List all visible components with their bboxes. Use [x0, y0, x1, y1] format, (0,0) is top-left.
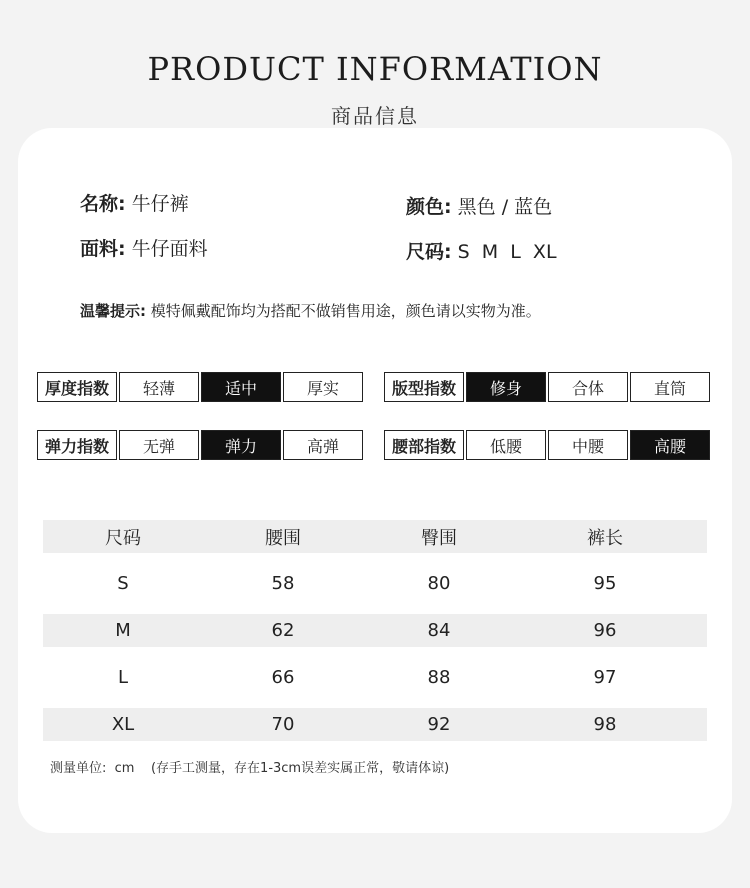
info-size-value: S M L XL	[457, 241, 557, 263]
table-row	[43, 708, 707, 741]
table-cell: M	[115, 620, 131, 641]
table-row	[43, 661, 707, 694]
index-thickness	[37, 372, 363, 402]
index-elasticity-option: 弹力	[201, 430, 281, 460]
info-size	[406, 237, 557, 264]
info-name	[80, 189, 189, 216]
table-cell: 80	[427, 573, 451, 594]
index-thickness-label: 厚度指数	[37, 372, 117, 402]
page-title: PRODUCT INFORMATION	[147, 50, 603, 88]
table-row	[43, 567, 707, 600]
size-table	[43, 520, 707, 741]
table-cell: 97	[593, 667, 617, 688]
index-elasticity-option: 高弹	[283, 430, 363, 460]
table-cell: 62	[271, 620, 295, 641]
table-cell: 尺码	[105, 527, 141, 549]
info-fabric-value: 牛仔面料	[131, 238, 208, 260]
index-waist-label: 腰部指数	[384, 430, 464, 460]
table-cell: 92	[427, 714, 451, 735]
footnote: 测量单位: cm (存手工测量，存在1-3cm误差实属正常，敬请体谅)	[50, 761, 450, 776]
notice-text: 模特佩戴配饰均为搭配不做销售用途，颜色请以实物为准。	[150, 302, 541, 320]
index-fit	[384, 372, 710, 402]
table-cell: 腰围	[265, 527, 301, 549]
table-cell: 95	[593, 573, 617, 594]
index-waist-option: 中腰	[548, 430, 628, 460]
info-fabric	[80, 234, 208, 261]
info-name-value: 牛仔裤	[131, 193, 189, 215]
index-waist-option: 高腰	[630, 430, 710, 460]
index-thickness-option: 厚实	[283, 372, 363, 402]
table-cell: 70	[271, 714, 295, 735]
table-row	[43, 614, 707, 647]
table-cell: 84	[427, 620, 451, 641]
info-size-label: 尺码:	[406, 241, 452, 263]
index-elasticity	[37, 430, 363, 460]
index-thickness-option: 适中	[201, 372, 281, 402]
notice-label: 温馨提示:	[80, 302, 146, 320]
table-cell: 58	[271, 573, 295, 594]
table-cell: XL	[111, 714, 135, 735]
info-color-label: 颜色:	[406, 196, 452, 218]
info-fabric-label: 面料:	[80, 238, 126, 260]
index-fit-option: 合体	[548, 372, 628, 402]
index-fit-option: 修身	[466, 372, 546, 402]
index-thickness-option: 轻薄	[119, 372, 199, 402]
table-cell: L	[117, 667, 129, 688]
table-cell: 臀围	[421, 527, 457, 549]
index-fit-label: 版型指数	[384, 372, 464, 402]
info-color	[406, 192, 552, 219]
index-waist-option: 低腰	[466, 430, 546, 460]
table-cell: 88	[427, 667, 451, 688]
info-name-label: 名称:	[80, 193, 126, 215]
index-fit-option: 直筒	[630, 372, 710, 402]
info-color-value: 黑色 / 蓝色	[457, 196, 553, 218]
index-elasticity-label: 弹力指数	[37, 430, 117, 460]
table-cell: S	[117, 573, 129, 594]
table-cell: 裤长	[587, 527, 623, 549]
table-cell: 98	[593, 714, 617, 735]
index-waist	[384, 430, 710, 460]
table-cell: 66	[271, 667, 295, 688]
table-header-row	[43, 520, 707, 553]
index-elasticity-option: 无弹	[119, 430, 199, 460]
table-cell: 96	[593, 620, 617, 641]
page-subtitle: 商品信息	[331, 104, 419, 128]
notice	[80, 300, 541, 321]
